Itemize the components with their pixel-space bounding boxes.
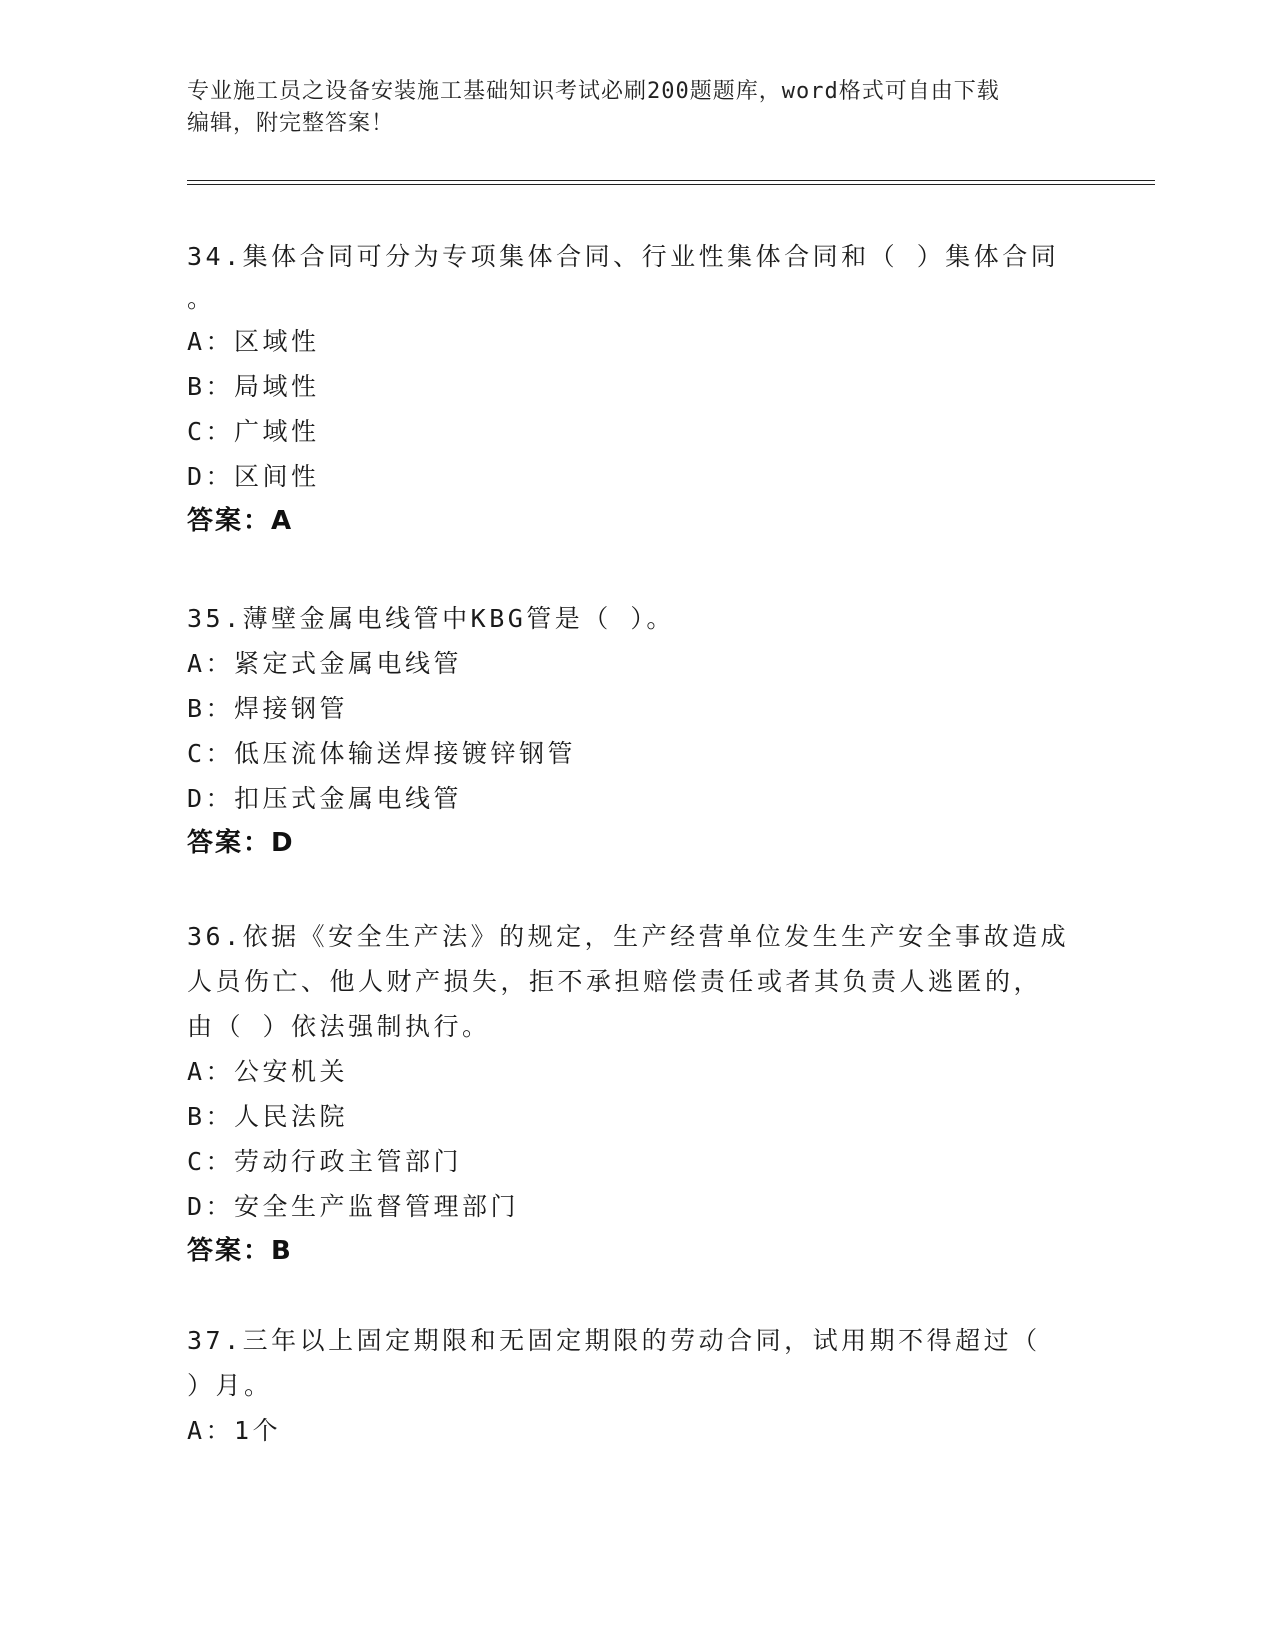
header-divider-bottom xyxy=(187,184,1155,185)
option-c: C：广域性 xyxy=(187,417,320,446)
question-stem-line: 34.集体合同可分为专项集体合同、行业性集体合同和（ ）集体合同 xyxy=(187,242,1060,271)
option-c: C：低压流体输送焊接镀锌钢管 xyxy=(187,739,577,768)
question-34 xyxy=(187,234,1087,544)
option-a: A：1个 xyxy=(187,1416,282,1445)
question-stem-line: 人员伤亡、他人财产损失，拒不承担赔偿责任或者其负责人逃匿的， xyxy=(187,967,1043,996)
question-stem-line: 37.三年以上固定期限和无固定期限的劳动合同，试用期不得超过（ xyxy=(187,1326,1041,1355)
question-35 xyxy=(187,596,1087,866)
answer: 答案：D xyxy=(187,828,295,858)
answer: 答案：A xyxy=(187,506,294,536)
option-a: A：区域性 xyxy=(187,327,320,356)
header-divider-top xyxy=(187,180,1155,181)
option-b: B：人民法院 xyxy=(187,1102,349,1131)
option-c: C：劳动行政主管部门 xyxy=(187,1147,463,1176)
option-a: A：公安机关 xyxy=(187,1057,349,1086)
question-stem-line: 由（ ）依法强制执行。 xyxy=(187,1012,491,1041)
question-37 xyxy=(187,1318,1087,1453)
answer: 答案：B xyxy=(187,1236,293,1266)
option-b: B：局域性 xyxy=(187,372,320,401)
header-line-1: 专业施工员之设备安装施工基础知识考试必刷200题题库，word格式可自由下载 xyxy=(187,79,1000,104)
option-d: D：扣压式金属电线管 xyxy=(187,784,463,813)
question-stem-line: 。 xyxy=(187,284,216,313)
option-b: B：焊接钢管 xyxy=(187,694,349,723)
question-stem-line: 35.薄壁金属电线管中KBG管是（ ）。 xyxy=(187,604,675,633)
question-stem-line: 36.依据《安全生产法》的规定，生产经营单位发生生产安全事故造成 xyxy=(187,922,1070,951)
option-d: D：区间性 xyxy=(187,462,320,491)
option-a: A：紧定式金属电线管 xyxy=(187,649,463,678)
question-36 xyxy=(187,914,1087,1274)
option-d: D：安全生产监督管理部门 xyxy=(187,1192,520,1221)
document-header xyxy=(187,76,1067,140)
header-line-2: 编辑，附完整答案！ xyxy=(187,111,395,136)
question-stem-line: ）月。 xyxy=(187,1371,273,1400)
